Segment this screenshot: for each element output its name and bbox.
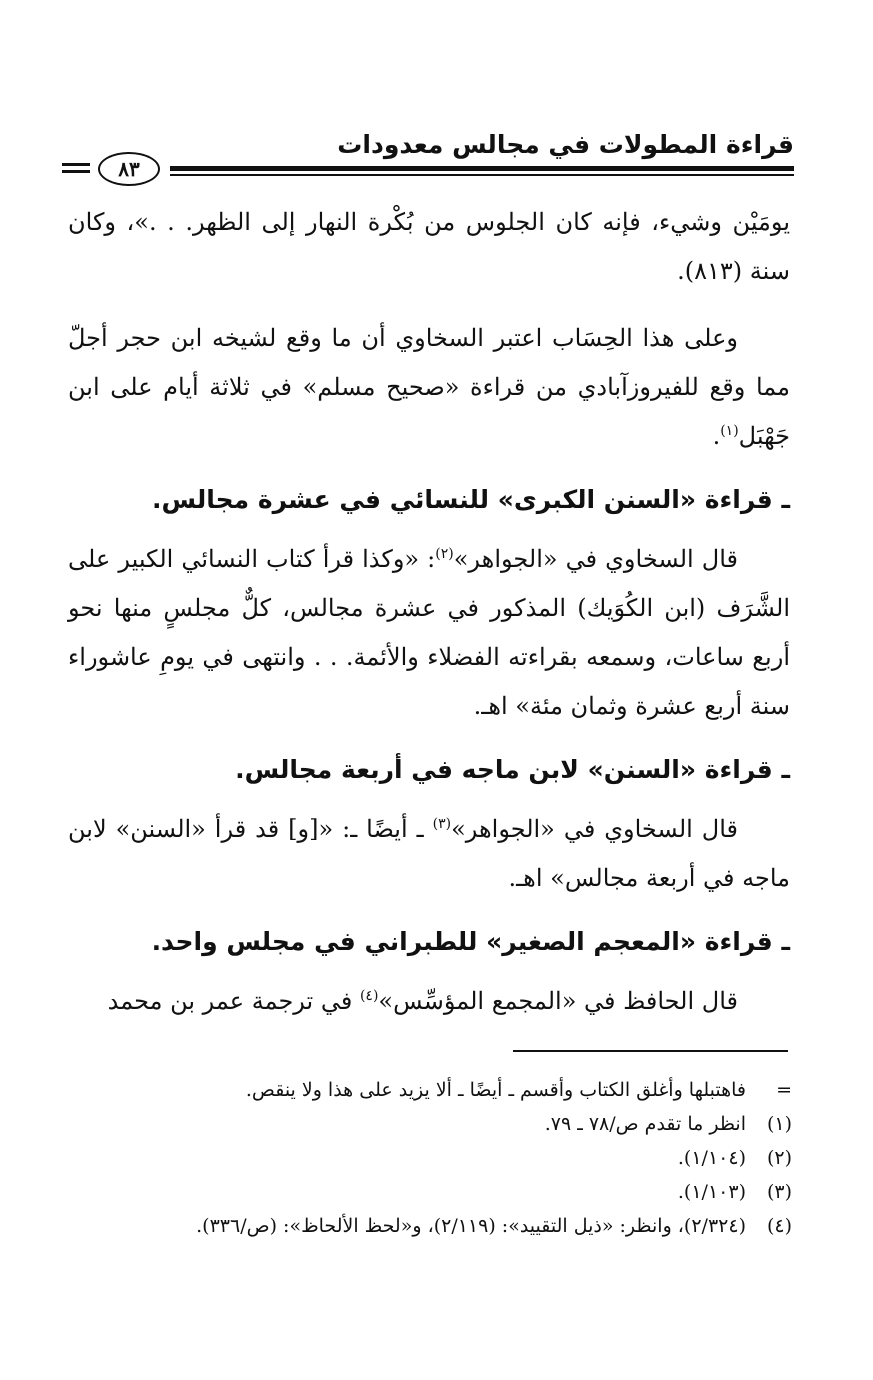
footnotes (70, 1073, 792, 1243)
footnote-4 (70, 1209, 792, 1243)
continuation-marker: = (776, 1079, 792, 1101)
paragraph-4 (68, 805, 790, 903)
paragraph-3 (68, 535, 790, 731)
footnote-separator (513, 1050, 788, 1052)
paragraph-4-lead: قال السخاوي في «الجواهر» (451, 815, 738, 843)
header-dash-bottom (62, 170, 90, 173)
section-heading-ibn-majah: ـ قراءة «السنن» لابن ماجه في أربعة مجالس. (235, 755, 790, 784)
paragraph-5-tail: في ترجمة عمر بن محمد (107, 987, 360, 1015)
paragraph-4-quote: ـ أيضًا ـ: «[و] قد قرأ «السنن» لابن ماجه في أربعة مجالس» اهـ. (68, 815, 790, 892)
page-number: ٨٣ (98, 152, 160, 186)
footnote-ref-2: (٢) (435, 546, 454, 562)
footnote-2 (70, 1141, 792, 1175)
footnote-3 (70, 1175, 792, 1209)
header-rule-thick (170, 166, 794, 171)
main-text (68, 198, 790, 1026)
footnote-number: (٣) (766, 1181, 792, 1203)
footnote-continuation (70, 1073, 792, 1107)
footnote-ref-1: (١) (720, 423, 739, 439)
header-rule-thin (170, 174, 794, 176)
footnote-text: (٢/٣٢٤)، وانظر: «ذيل التقييد»: (٢/١١٩)، و«لحظ الألحاظ»: (ص/٣٣٦). (196, 1215, 746, 1237)
paragraph-3-lead: قال السخاوي في «الجواهر» (453, 545, 739, 573)
section-heading-nasai: ـ قراءة «السنن الكبرى» للنسائي في عشرة مجالس. (152, 485, 790, 514)
footnote-number: (٢) (766, 1147, 792, 1169)
paragraph-2-end: . (712, 422, 721, 450)
running-header (62, 128, 794, 188)
section-heading-tabarani: ـ قراءة «المعجم الصغير» للطبراني في مجلس واحد. (151, 927, 790, 956)
footnote-number: (١) (766, 1113, 792, 1135)
paragraph-2-text: وعلى هذا الحِسَاب اعتبر السخاوي أن ما وقع لشيخه ابن حجر أجلّ مما وقع للفيروزآبادي من قراءة «صحيح مسلم» في ثلاثة أيام على ابن جَهْبَل (68, 324, 790, 450)
footnote-ref-3: (٣) (432, 816, 452, 832)
header-dash-top (62, 163, 90, 166)
paragraph-5-lead: قال الحافظ في «المجمع المؤسِّس» (378, 987, 738, 1015)
footnote-number: (٤) (766, 1215, 792, 1237)
paragraph-2 (68, 314, 790, 461)
paragraph-3-quote: : «وكذا قرأ كتاب النسائي الكبير على الشَّرَف (ابن الكُوَيك) المذكور في عشرة مجالس، كلٌّ مجلسٍ منها نحو أربع ساعات، وسمعه بقراءته الفضلاء والأئمة. . . وانتهى في يومِ عاشوراء سنة أربع عشرة وثمان مئة» اهـ. (68, 545, 790, 720)
running-title: قراءة المطولات في مجالس معدودات (337, 130, 794, 159)
continuation-text: فاهتبلها وأغلق الكتاب وأقسم ـ أيضًا ـ ألا يزيد على هذا ولا ينقص. (245, 1079, 746, 1101)
paragraph-1: يومَيْن وشيء، فإنه كان الجلوس من بُكْرة النهار إلى الظهر. . .»، وكان سنة (٨١٣). (68, 208, 790, 285)
footnote-ref-4: (٤) (359, 988, 379, 1004)
footnote-text: (١/١٠٤). (677, 1147, 746, 1169)
footnote-text: انظر ما تقدم ص/٧٨ ـ ٧٩. (544, 1113, 746, 1135)
footnote-1 (70, 1107, 792, 1141)
footnote-text: (١/١٠٣). (677, 1181, 746, 1203)
paragraph-5 (68, 977, 790, 1026)
